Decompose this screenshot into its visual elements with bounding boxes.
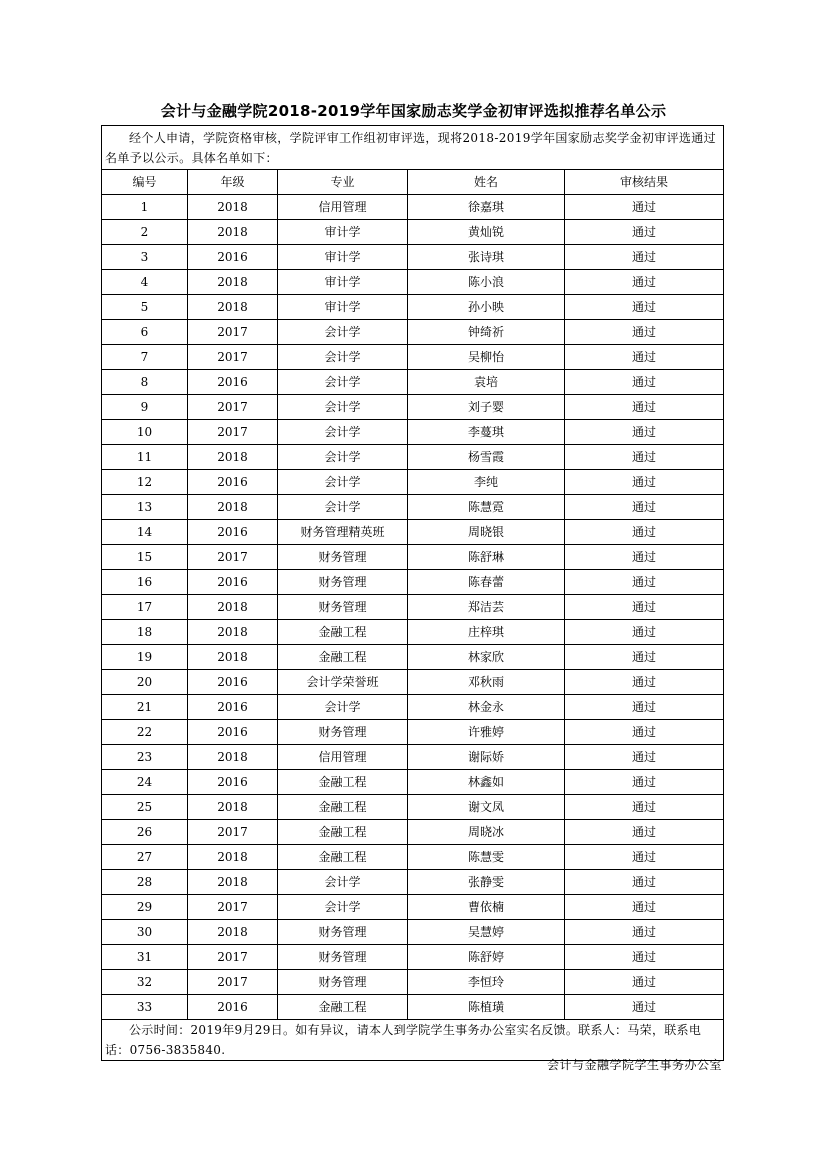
table-row [102,495,724,520]
cell-major: 信用管理 [278,195,408,220]
table-row [102,795,724,820]
cell-name: 陈小浪 [408,270,565,295]
cell-major: 会计学荣誉班 [278,670,408,695]
cell-grade: 2017 [188,420,278,445]
cell-number: 4 [102,270,188,295]
table-row [102,320,724,345]
cell-result: 通过 [565,245,724,270]
cell-major: 审计学 [278,220,408,245]
cell-major: 会计学 [278,345,408,370]
cell-name: 李恒玲 [408,970,565,995]
cell-grade: 2018 [188,195,278,220]
table-row [102,245,724,270]
cell-major: 会计学 [278,495,408,520]
cell-name: 袁培 [408,370,565,395]
cell-result: 通过 [565,420,724,445]
cell-grade: 2018 [188,920,278,945]
cell-result: 通过 [565,995,724,1020]
cell-name: 许雅婷 [408,720,565,745]
cell-major: 信用管理 [278,745,408,770]
cell-number: 18 [102,620,188,645]
cell-grade: 2016 [188,470,278,495]
cell-major: 财务管理 [278,970,408,995]
cell-number: 13 [102,495,188,520]
column-header-major: 专业 [278,170,408,195]
cell-number: 20 [102,670,188,695]
table-row [102,545,724,570]
table-row [102,370,724,395]
cell-result: 通过 [565,295,724,320]
table-row [102,220,724,245]
issuer-signature: 会计与金融学院学生事务办公室 [546,1058,722,1072]
cell-number: 8 [102,370,188,395]
cell-result: 通过 [565,945,724,970]
table-row [102,720,724,745]
cell-name: 陈舒婷 [408,945,565,970]
cell-result: 通过 [565,370,724,395]
table-row [102,445,724,470]
cell-major: 财务管理 [278,720,408,745]
cell-result: 通过 [565,195,724,220]
cell-result: 通过 [565,770,724,795]
cell-result: 通过 [565,445,724,470]
cell-result: 通过 [565,270,724,295]
cell-result: 通过 [565,545,724,570]
cell-grade: 2017 [188,545,278,570]
cell-result: 通过 [565,620,724,645]
table-row [102,845,724,870]
cell-grade: 2016 [188,770,278,795]
cell-name: 黄灿锐 [408,220,565,245]
cell-result: 通过 [565,695,724,720]
table-row [102,345,724,370]
cell-name: 张静雯 [408,870,565,895]
cell-number: 9 [102,395,188,420]
cell-result: 通过 [565,220,724,245]
cell-name: 陈春蕾 [408,570,565,595]
cell-grade: 2018 [188,745,278,770]
cell-grade: 2016 [188,370,278,395]
cell-result: 通过 [565,820,724,845]
cell-major: 金融工程 [278,995,408,1020]
cell-result: 通过 [565,570,724,595]
table-row [102,470,724,495]
table-row [102,295,724,320]
cell-name: 张诗琪 [408,245,565,270]
cell-number: 31 [102,945,188,970]
cell-name: 林鑫如 [408,770,565,795]
cell-grade: 2018 [188,295,278,320]
table-row [102,670,724,695]
cell-result: 通过 [565,895,724,920]
cell-major: 会计学 [278,470,408,495]
table-row [102,945,724,970]
table-row [102,195,724,220]
cell-number: 24 [102,770,188,795]
cell-grade: 2018 [188,645,278,670]
cell-name: 李纯 [408,470,565,495]
cell-result: 通过 [565,845,724,870]
cell-result: 通过 [565,870,724,895]
cell-number: 23 [102,745,188,770]
cell-major: 金融工程 [278,620,408,645]
table-row [102,970,724,995]
cell-grade: 2016 [188,720,278,745]
cell-grade: 2018 [188,445,278,470]
cell-major: 金融工程 [278,845,408,870]
cell-major: 财务管理 [278,570,408,595]
nominee-table [101,125,724,1061]
cell-number: 3 [102,245,188,270]
table-row [102,745,724,770]
cell-name: 孙小映 [408,295,565,320]
table-row [102,820,724,845]
cell-name: 谢文凤 [408,795,565,820]
cell-name: 周晓银 [408,520,565,545]
document-title: 会计与金融学院2018-2019学年国家励志奖学金初审评选拟推荐名单公示 [160,102,667,120]
cell-name: 陈慧霓 [408,495,565,520]
column-header-result: 审核结果 [565,170,724,195]
cell-grade: 2018 [188,495,278,520]
cell-number: 27 [102,845,188,870]
cell-name: 李蔓琪 [408,420,565,445]
cell-major: 财务管理 [278,545,408,570]
cell-number: 5 [102,295,188,320]
table-row [102,995,724,1020]
cell-grade: 2017 [188,895,278,920]
cell-name: 陈舒琳 [408,545,565,570]
table-row [102,895,724,920]
cell-number: 1 [102,195,188,220]
cell-result: 通过 [565,495,724,520]
cell-number: 21 [102,695,188,720]
column-header-name: 姓名 [408,170,565,195]
cell-result: 通过 [565,720,724,745]
cell-number: 2 [102,220,188,245]
cell-grade: 2017 [188,320,278,345]
cell-grade: 2017 [188,345,278,370]
cell-major: 财务管理 [278,945,408,970]
cell-grade: 2018 [188,845,278,870]
cell-result: 通过 [565,470,724,495]
cell-result: 通过 [565,320,724,345]
column-header-number: 编号 [102,170,188,195]
cell-major: 财务管理 [278,595,408,620]
cell-name: 陈植璜 [408,995,565,1020]
cell-grade: 2016 [188,695,278,720]
cell-grade: 2018 [188,595,278,620]
cell-grade: 2017 [188,970,278,995]
table-row [102,645,724,670]
cell-major: 会计学 [278,870,408,895]
cell-major: 金融工程 [278,820,408,845]
publicity-notice: 公示时间：2019年9月29日。如有异议，请本人到学院学生事务办公室实名反馈。联系人：马荣，联系电话：0756-3835840. [102,1020,724,1061]
cell-name: 钟绮祈 [408,320,565,345]
cell-name: 谢际娇 [408,745,565,770]
cell-number: 28 [102,870,188,895]
cell-major: 会计学 [278,395,408,420]
cell-name: 吴柳怡 [408,345,565,370]
cell-number: 22 [102,720,188,745]
cell-name: 吴慧婷 [408,920,565,945]
cell-number: 17 [102,595,188,620]
cell-grade: 2016 [188,245,278,270]
cell-major: 会计学 [278,895,408,920]
cell-number: 15 [102,545,188,570]
cell-number: 6 [102,320,188,345]
cell-name: 庄梓琪 [408,620,565,645]
cell-grade: 2018 [188,795,278,820]
cell-major: 会计学 [278,420,408,445]
table-row [102,570,724,595]
table-row [102,920,724,945]
table-row [102,620,724,645]
cell-number: 29 [102,895,188,920]
cell-grade: 2017 [188,820,278,845]
cell-number: 32 [102,970,188,995]
cell-number: 11 [102,445,188,470]
cell-major: 金融工程 [278,645,408,670]
cell-name: 曹依楠 [408,895,565,920]
cell-name: 郑洁芸 [408,595,565,620]
cell-major: 会计学 [278,320,408,345]
cell-major: 财务管理精英班 [278,520,408,545]
cell-name: 林家欣 [408,645,565,670]
table-row [102,870,724,895]
cell-name: 杨雪霞 [408,445,565,470]
cell-major: 审计学 [278,270,408,295]
intro-row [102,126,724,170]
cell-grade: 2016 [188,670,278,695]
cell-result: 通过 [565,670,724,695]
cell-name: 周晓冰 [408,820,565,845]
cell-result: 通过 [565,970,724,995]
cell-major: 金融工程 [278,795,408,820]
cell-major: 会计学 [278,695,408,720]
cell-major: 审计学 [278,245,408,270]
table-row [102,420,724,445]
cell-number: 26 [102,820,188,845]
column-header-grade: 年级 [188,170,278,195]
cell-number: 25 [102,795,188,820]
cell-major: 会计学 [278,370,408,395]
cell-number: 19 [102,645,188,670]
cell-number: 14 [102,520,188,545]
cell-name: 邓秋雨 [408,670,565,695]
cell-result: 通过 [565,795,724,820]
cell-result: 通过 [565,520,724,545]
cell-number: 10 [102,420,188,445]
cell-name: 陈慧雯 [408,845,565,870]
cell-number: 16 [102,570,188,595]
cell-grade: 2018 [188,220,278,245]
cell-grade: 2016 [188,995,278,1020]
cell-grade: 2018 [188,270,278,295]
intro-paragraph: 经个人申请，学院资格审核，学院评审工作组初审评选，现将2018-2019学年国家励志奖学金初审评选通过名单予以公示。具体名单如下： [102,126,724,170]
cell-number: 30 [102,920,188,945]
cell-major: 金融工程 [278,770,408,795]
cell-result: 通过 [565,595,724,620]
cell-major: 财务管理 [278,920,408,945]
cell-major: 审计学 [278,295,408,320]
cell-name: 刘子婴 [408,395,565,420]
cell-grade: 2018 [188,870,278,895]
cell-result: 通过 [565,345,724,370]
cell-grade: 2016 [188,570,278,595]
table-row [102,270,724,295]
cell-grade: 2017 [188,945,278,970]
table-row [102,520,724,545]
cell-major: 会计学 [278,445,408,470]
cell-grade: 2016 [188,520,278,545]
cell-grade: 2017 [188,395,278,420]
cell-number: 7 [102,345,188,370]
header-row [102,170,724,195]
cell-name: 徐嘉琪 [408,195,565,220]
table-row [102,395,724,420]
cell-result: 通过 [565,645,724,670]
table-row [102,595,724,620]
cell-name: 林金永 [408,695,565,720]
cell-result: 通过 [565,395,724,420]
table-row [102,770,724,795]
cell-grade: 2018 [188,620,278,645]
footer-row [102,1020,724,1061]
cell-result: 通过 [565,745,724,770]
cell-number: 12 [102,470,188,495]
cell-number: 33 [102,995,188,1020]
cell-result: 通过 [565,920,724,945]
table-row [102,695,724,720]
